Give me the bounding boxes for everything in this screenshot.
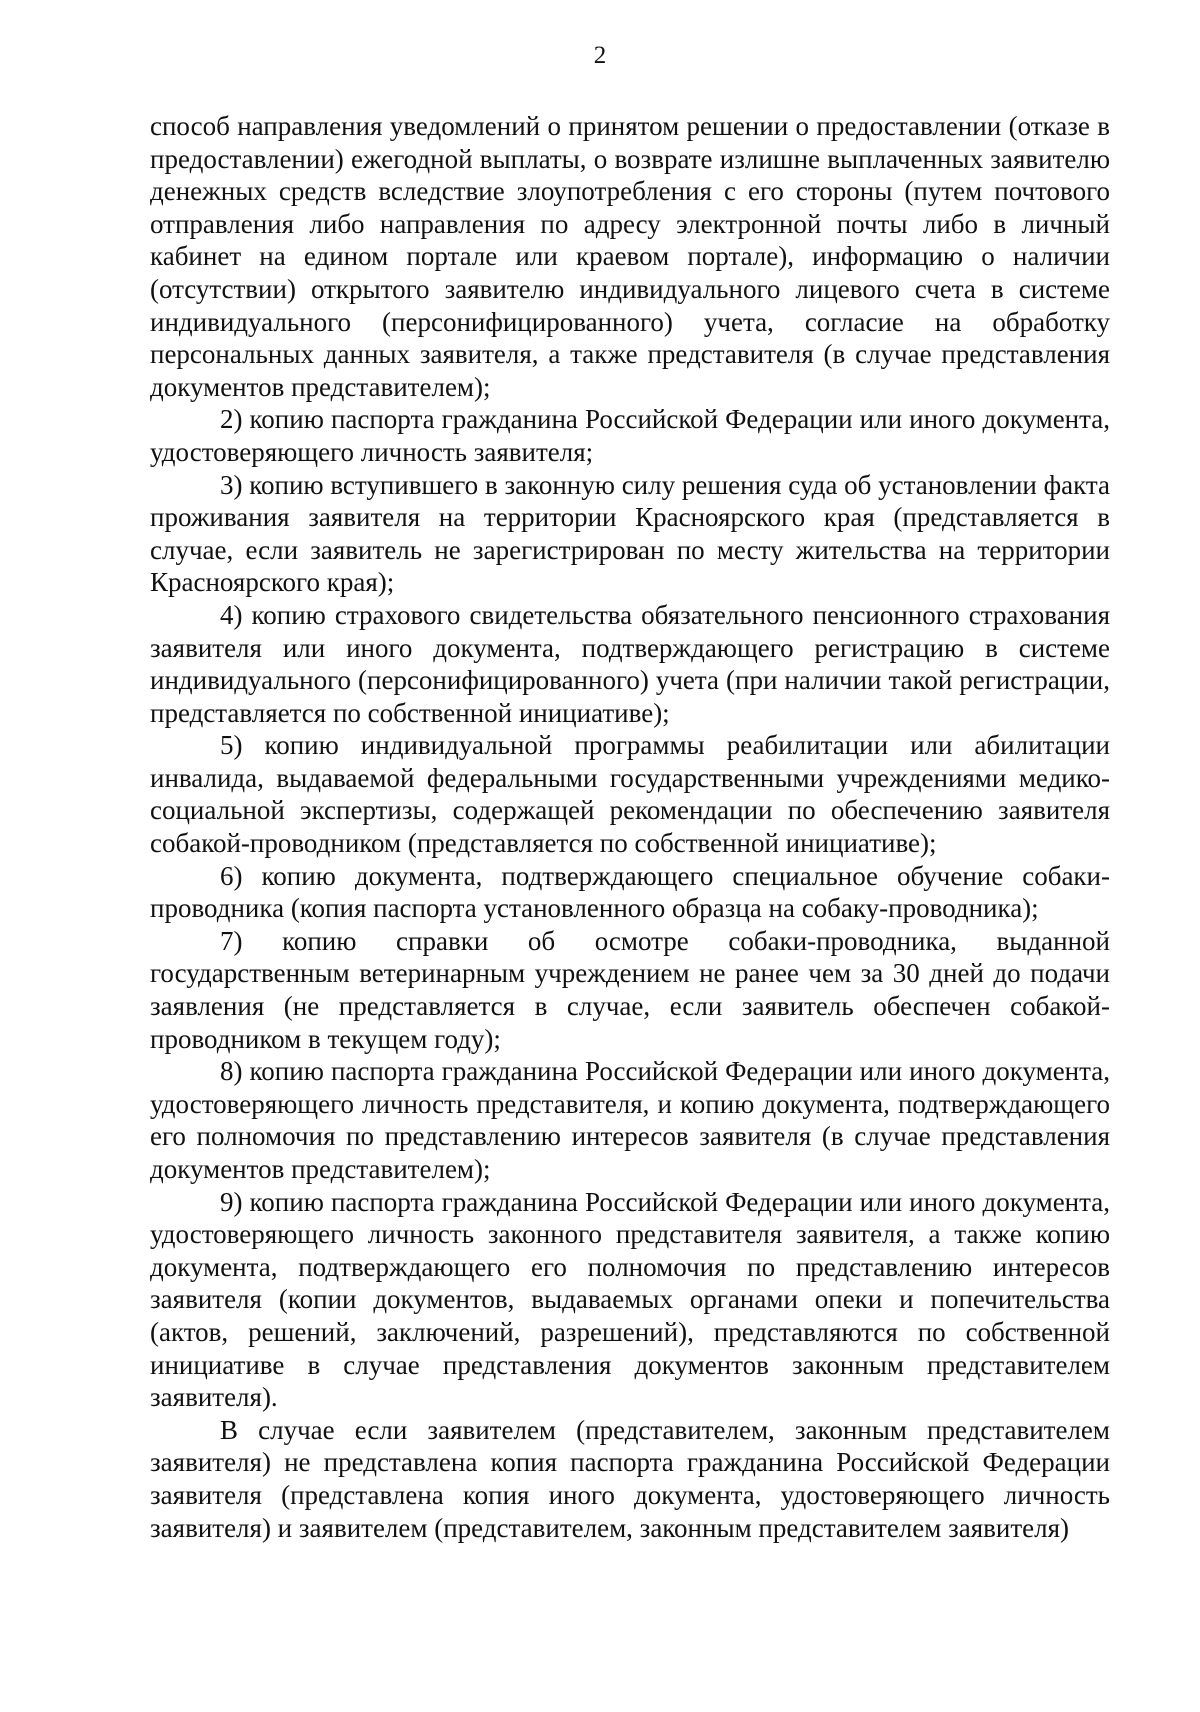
list-item-4: 4) копию страхового свидетельства обязательного пенсионного страхования заявителя или иного документа, подтверждающего регистрацию в системе индивидуального (персонифицированного) учета (при наличии такой регистрации, представляется по собственной инициативе); <box>150 599 1110 728</box>
list-item-3: 3) копию вступившего в законную силу решения суда об установлении факта проживания заявителя на территории Красноярского края (представляется в случае, если заявитель не зарегистрирован по месту жительства на территории Красноярского края); <box>150 469 1110 598</box>
paragraph-continuation: способ направления уведомлений о принятом решении о предоставлении (отказе в предоставлении) ежегодной выплаты, о возврате излишне выплаченных заявителю денежных средств вследствие злоупотребления с его стороны (путем почтового отправления либо направления по адресу электронной почты либо в личный кабинет на едином портале или краевом портале), информацию о наличии (отсутствии) открытого заявителю индивидуального лицевого счета в системе индивидуального (персонифицированного) учета, согласие на обработку персональных данных заявителя, а также представителя (в случае представления документов представителем); <box>150 111 1110 402</box>
list-item-8: 8) копию паспорта гражданина Российской Федерации или иного документа, удостоверяющего личность представителя, и копию документа, подтверждающего его полномочия по представлению интересов заявителя (в случае представления документов представителем); <box>150 1056 1110 1184</box>
list-item-9: 9) копию паспорта гражданина Российской Федерации или иного документа, удостоверяющего личность законного представителя заявителя, а также копию документа, подтверждающего его полномочия по представлению интересов заявителя (копии документов, выдаваемых органами опеки и попечительства (актов, решений, заключений, разрешений), представляются по собственной инициативе в случае представления документов законным представителем заявителя). <box>150 1186 1110 1413</box>
list-item-2: 2) копию паспорта гражданина Российской Федерации или иного документа, удостоверяющего личность заявителя; <box>150 404 1110 467</box>
list-item-7: 7) копию справки об осмотре собаки-проводника, выданной государственным ветеринарным учреждением не ранее чем за 30 дней до подачи заявления (не представляется в случае, если заявитель обеспечен собакой-проводником в текущем году); <box>150 925 1110 1054</box>
list-item-6: 6) копию документа, подтверждающего специальное обучение собаки-проводника (копия паспорта установленного образца на собаку-проводника); <box>150 860 1110 924</box>
page-number: 2 <box>593 42 607 69</box>
closing-paragraph: В случае если заявителем (представителем, законным представителем заявителя) не представлена копия паспорта гражданина Российской Федерации заявителя (представлена копия иного документа, удостоверяющего личность заявителя) и заявителем (представителем, законным представителем заявителя) <box>150 1414 1110 1543</box>
list-item-5: 5) копию индивидуальной программы реабилитации или абилитации инвалида, выдаваемой федеральными государственными учреждениями медико-социальной экспертизы, содержащей рекомендации по обеспечению заявителя собакой-проводником (представляется по собственной инициативе); <box>150 730 1110 859</box>
document-body <box>150 110 1110 1544</box>
